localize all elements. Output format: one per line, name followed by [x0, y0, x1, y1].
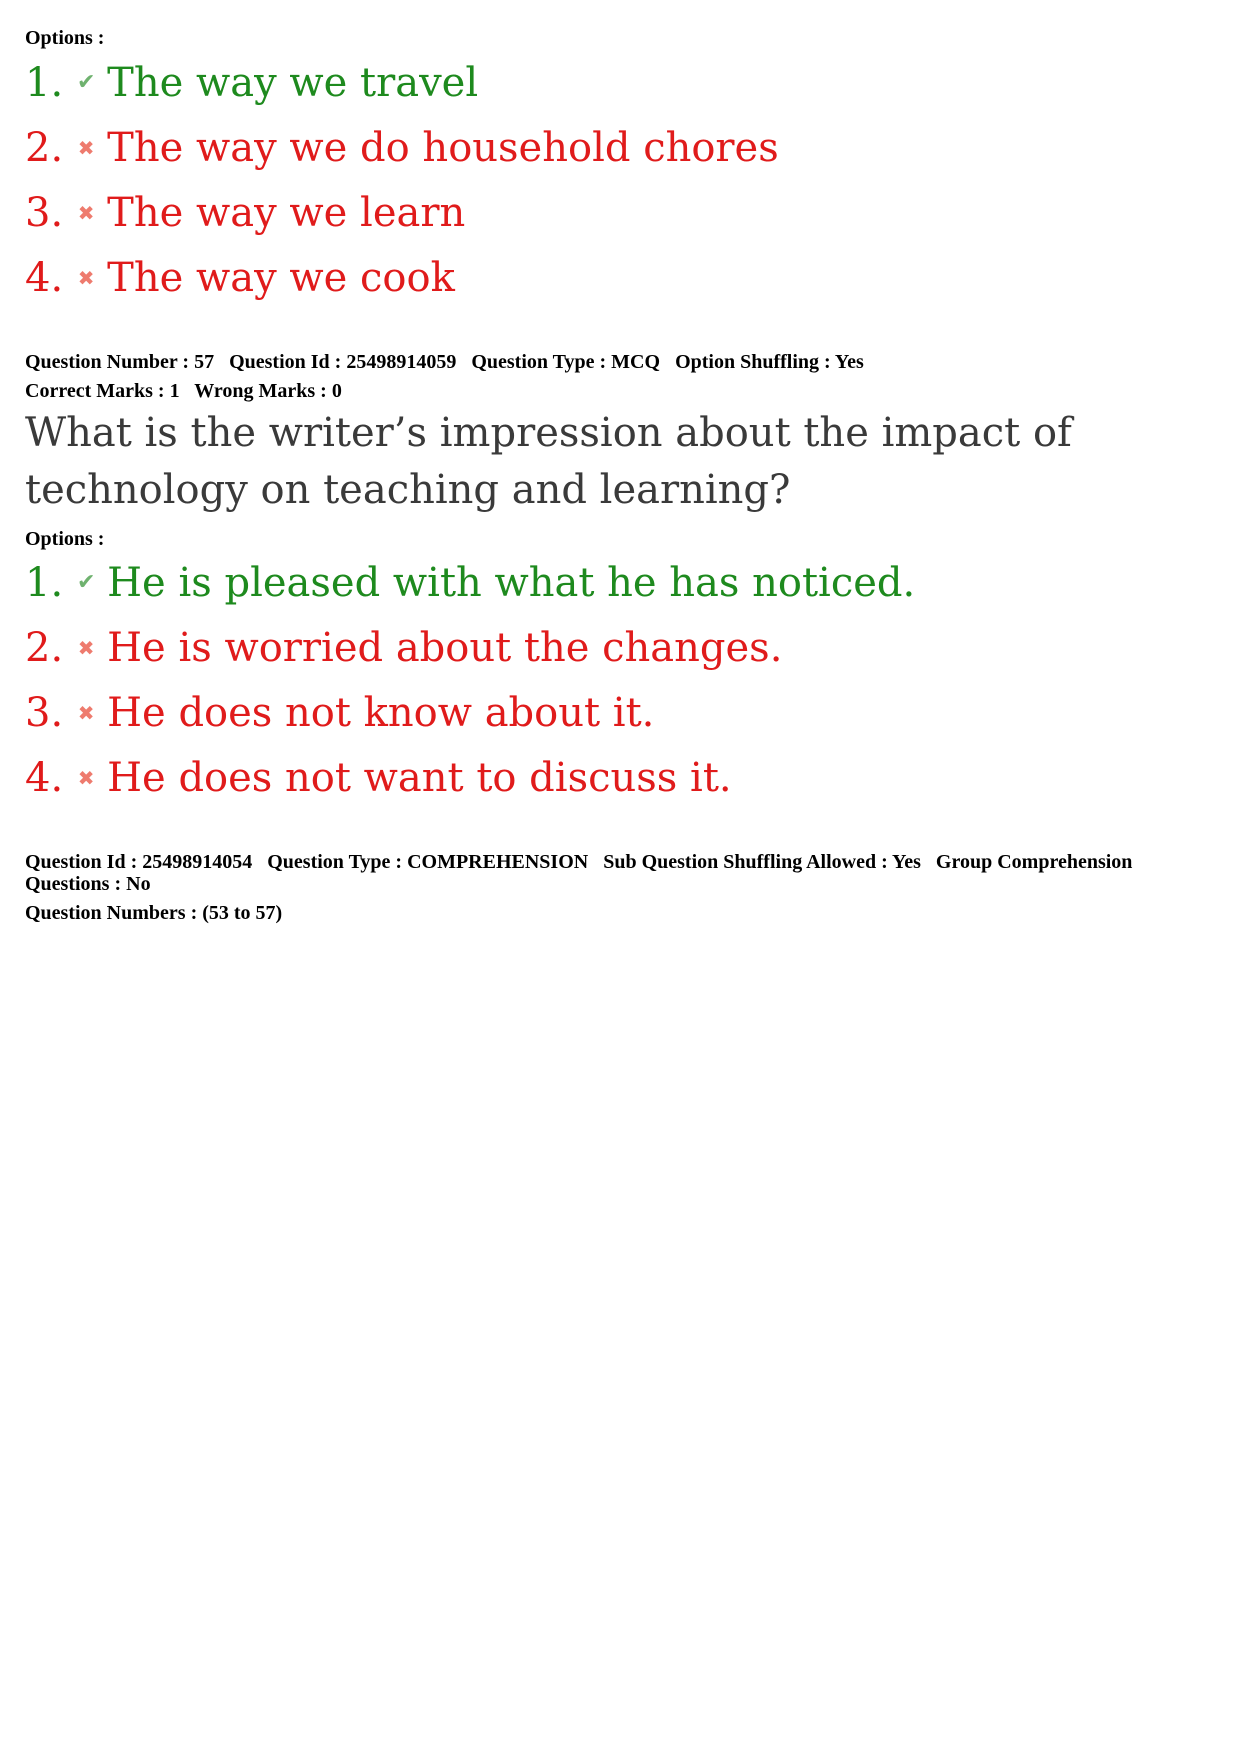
- option-number: 2.: [25, 625, 64, 671]
- options-label: Options :: [25, 27, 105, 49]
- group-comprehension: Group Comprehension: [935, 851, 1133, 873]
- option-text: He is pleased with what he has noticed.: [107, 560, 916, 606]
- option-number: 1.: [25, 60, 64, 106]
- cross-icon: ✖: [77, 636, 95, 660]
- option-2: [25, 124, 779, 172]
- option-4: [25, 254, 455, 302]
- option-text: The way we travel: [107, 60, 479, 106]
- question-text-line-1: What is the writer’s impression about the impact of: [25, 410, 1072, 456]
- cross-icon: ✖: [77, 266, 95, 290]
- option-3: [25, 689, 654, 737]
- question-meta-line-2: [25, 380, 342, 402]
- option-1: [25, 59, 478, 107]
- question-number: Question Number : 57: [25, 351, 215, 373]
- question-meta-line-1: [25, 351, 864, 373]
- options-label: Options :: [25, 528, 105, 550]
- comprehension-meta-line-1: [25, 851, 1132, 873]
- option-number: 4.: [25, 255, 64, 301]
- option-4: [25, 754, 732, 802]
- option-text: He does not want to discuss it.: [107, 755, 732, 801]
- wrong-marks: Wrong Marks : 0: [194, 380, 342, 402]
- option-text: The way we cook: [107, 255, 455, 301]
- comprehension-meta-line-2: Questions : No: [25, 873, 151, 895]
- cross-icon: ✖: [77, 701, 95, 725]
- question-text: [25, 405, 1072, 519]
- question-id: Question Id : 25498914059: [229, 351, 457, 373]
- sub-question-shuffling: Sub Question Shuffling Allowed : Yes: [603, 851, 921, 873]
- option-shuffling: Option Shuffling : Yes: [675, 351, 864, 373]
- option-1: [25, 559, 915, 607]
- cross-icon: ✖: [77, 766, 95, 790]
- cross-icon: ✖: [77, 136, 95, 160]
- option-text: The way we do household chores: [107, 125, 779, 171]
- question-text-line-2: technology on teaching and learning?: [25, 467, 791, 513]
- option-3: [25, 189, 465, 237]
- check-icon: ✔: [76, 570, 96, 595]
- option-2: [25, 624, 782, 672]
- option-number: 2.: [25, 125, 64, 171]
- option-text: He does not know about it.: [107, 690, 655, 736]
- option-number: 4.: [25, 755, 64, 801]
- cross-icon: ✖: [77, 201, 95, 225]
- comprehension-id: Question Id : 25498914054: [25, 851, 253, 873]
- option-number: 1.: [25, 560, 64, 606]
- question-numbers-range: Question Numbers : (53 to 57): [25, 902, 283, 924]
- comprehension-type: Question Type : COMPREHENSION: [267, 851, 589, 873]
- check-icon: ✔: [76, 70, 96, 95]
- option-number: 3.: [25, 190, 64, 236]
- question-type: Question Type : MCQ: [471, 351, 661, 373]
- option-text: The way we learn: [107, 190, 466, 236]
- option-number: 3.: [25, 690, 64, 736]
- option-text: He is worried about the changes.: [107, 625, 783, 671]
- correct-marks: Correct Marks : 1: [25, 380, 180, 402]
